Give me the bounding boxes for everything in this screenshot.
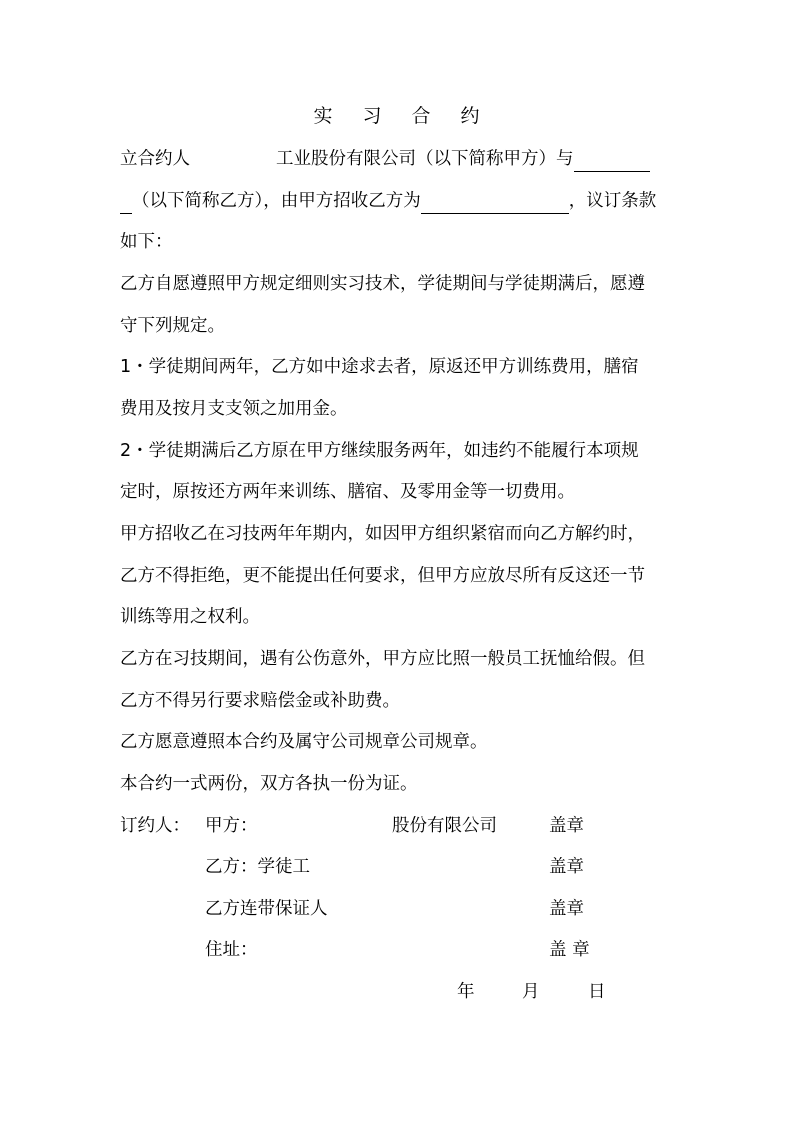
paragraph-line: 费用及按月支支领之加用金。 xyxy=(120,399,348,419)
party-a-label: 甲方： xyxy=(205,816,258,836)
intro-apprentice-text: （以下简称乙方），由甲方招收乙方为 xyxy=(132,191,421,211)
seal-party-b: 盖章 xyxy=(549,857,584,877)
signatories-label: 订约人： xyxy=(120,816,190,836)
paragraph-line: 定时，原按还方两年来训练、膳宿、及零用金等一切费用。 xyxy=(120,482,575,502)
intro-line-3: 如下： xyxy=(120,232,173,252)
intro-line-2 xyxy=(120,188,656,214)
paragraph-line: 2・学徒期满后乙方原在甲方继续服务两年，如违约不能履行本项规 xyxy=(120,441,639,461)
guarantor-label: 乙方连带保证人 xyxy=(205,899,328,919)
paragraph-line: 本合约一式两份，双方各执一份为证。 xyxy=(120,774,418,794)
intro-terms-text: ，议订条款 xyxy=(568,191,657,211)
date-month: 月 xyxy=(522,982,540,1002)
paragraph-line: 乙方自愿遵照甲方规定细则实习技术，学徒期间与学徒期满后，愿遵 xyxy=(120,274,645,294)
intro-line-1 xyxy=(120,146,650,172)
date-year: 年 xyxy=(457,982,475,1002)
seal-party-a: 盖章 xyxy=(549,816,584,836)
party-a-company: 股份有限公司 xyxy=(392,816,497,836)
party-b-blank xyxy=(574,151,650,172)
paragraph-line: 训练等用之权利。 xyxy=(120,607,260,627)
party-b-blank-cont xyxy=(120,193,132,214)
party-b-label: 乙方：学徒工 xyxy=(205,857,310,877)
intro-party-label: 立合约人 xyxy=(120,149,190,169)
seal-address: 盖 章 xyxy=(549,940,590,960)
paragraph-line: 乙方不得拒绝，更不能提出任何要求，但甲方应放尽所有反这还一节 xyxy=(120,566,645,586)
paragraph-line: 乙方不得另行要求赔偿金或补助费。 xyxy=(120,691,400,711)
paragraph-line: 1・学徒期间两年，乙方如中途求去者，原返还甲方训练费用，膳宿 xyxy=(120,357,639,377)
paragraph-line: 守下列规定。 xyxy=(120,316,225,336)
paragraph-line: 乙方愿意遵照本合约及属守公司规章公司规章。 xyxy=(120,732,488,752)
intro-company-text: 工业股份有限公司（以下简称甲方）与 xyxy=(276,149,574,169)
seal-guarantor: 盖章 xyxy=(549,899,584,919)
position-blank xyxy=(421,193,569,214)
paragraph-line: 乙方在习技期间，遇有公伤意外，甲方应比照一般员工抚恤给假。但 xyxy=(120,649,645,669)
date-day: 日 xyxy=(588,982,606,1002)
address-label: 住址： xyxy=(205,940,258,960)
paragraph-line: 甲方招收乙在习技两年年期内，如因甲方组织紧宿而向乙方解约时， xyxy=(120,524,645,544)
document-title: 实 习 合 约 xyxy=(313,105,492,127)
